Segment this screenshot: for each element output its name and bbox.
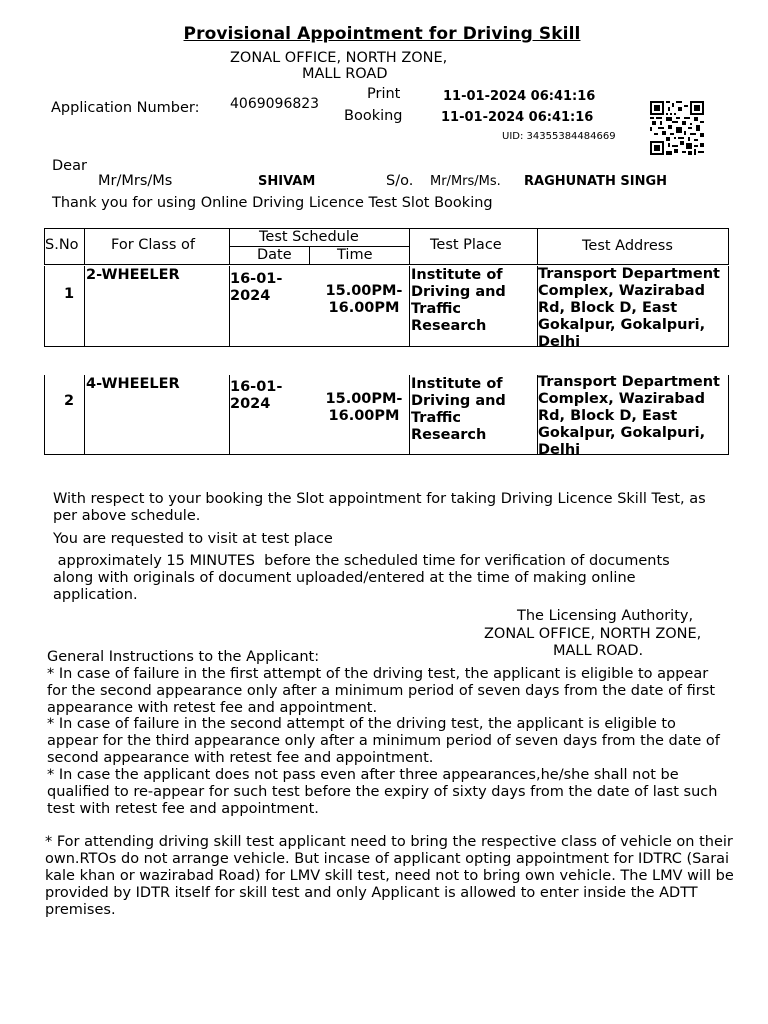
row-date: 16-01-2024 bbox=[230, 271, 283, 304]
authority-line-3: MALL ROAD. bbox=[553, 643, 644, 659]
application-number-value: 4069096823 bbox=[230, 96, 320, 112]
salutation-text: Mr/Mrs/Ms bbox=[98, 173, 173, 189]
instruction-item: * In case of failure in the second attempt of the driving test, the applicant is eligible to appear for the third appearance only after a minimum period of seven days from the date of second appearance with retest fee and appointment. bbox=[47, 716, 720, 766]
row-place: Institute of Driving and Traffic Research bbox=[411, 267, 506, 334]
qr-code-icon bbox=[650, 101, 704, 155]
header-test-place: Test Place bbox=[430, 237, 502, 253]
row-place: Institute of Driving and Traffic Research bbox=[411, 376, 506, 443]
dear-text: Dear bbox=[52, 158, 87, 174]
parent-salutation: Mr/Mrs/Ms. bbox=[430, 174, 501, 189]
uid-text: UID: 34355384484669 bbox=[502, 131, 616, 142]
row-time: 15.00PM-16.00PM bbox=[325, 391, 403, 424]
row-address: Transport Department Complex, Wazirabad Rd, Block D, East Gokalpur, Gokalpuri, Delhi bbox=[538, 374, 720, 458]
print-datetime: 11-01-2024 06:41:16 bbox=[443, 89, 596, 104]
row-class: 2-WHEELER bbox=[86, 267, 180, 283]
thank-you-text: Thank you for using Online Driving Licence Test Slot Booking bbox=[52, 195, 493, 211]
applicant-name: SHIVAM bbox=[258, 174, 316, 189]
row-date: 16-01-2024 bbox=[230, 379, 283, 412]
general-instructions-heading: General Instructions to the Applicant: bbox=[47, 649, 320, 665]
row-time: 15.00PM-16.00PM bbox=[325, 283, 403, 316]
application-number-label: Application Number: bbox=[51, 100, 200, 116]
row-class: 4-WHEELER bbox=[86, 376, 180, 392]
office-line-1: ZONAL OFFICE, NORTH ZONE, bbox=[230, 50, 448, 66]
visit-paragraph: You are requested to visit at test place bbox=[53, 531, 333, 547]
instruction-item: * In case of failure in the first attempt of the driving test, the applicant is eligible to appear for the second appearance only after a minimum period of seven days from the date of first appearance with retest fee and appointment. bbox=[47, 666, 715, 716]
row-sno: 2 bbox=[64, 393, 75, 409]
parent-name: RAGHUNATH SINGH bbox=[524, 174, 668, 189]
header-date: Date bbox=[257, 247, 292, 263]
vehicle-note: * For attending driving skill test applicant need to bring the respective class of vehicle on their own.RTOs do not arrange vehicle. But incase of applicant opting appointment for IDTRC (Sarai kale khan or wazirabad Road) for LMV skill test, need not to bring own vehicle. The LMV will be provided by IDTR itself for skill test and only Applicant is allowed to enter inside the ADTT premises. bbox=[45, 834, 734, 918]
booking-datetime: 11-01-2024 06:41:16 bbox=[441, 110, 594, 125]
son-of-label: S/o. bbox=[386, 173, 414, 189]
document-title: Provisional Appointment for Driving Skill bbox=[183, 24, 581, 44]
header-test-schedule: Test Schedule bbox=[259, 229, 359, 245]
row-sno: 1 bbox=[64, 286, 75, 302]
header-test-address: Test Address bbox=[582, 238, 673, 254]
instruction-item: * In case the applicant does not pass even after three appearances,he/she shall not be qualified to re-appear for such test before the expiry of sixty days from the date of last such test with retest fee and appointment. bbox=[47, 767, 718, 817]
header-time: Time bbox=[337, 247, 373, 263]
respect-paragraph: With respect to your booking the Slot appointment for taking Driving Licence Skill Test, as per above schedule. bbox=[53, 491, 706, 524]
header-sno: S.No bbox=[45, 237, 79, 253]
booking-label: Booking bbox=[344, 108, 403, 124]
header-class: For Class of bbox=[111, 237, 195, 253]
approx-paragraph: approximately 15 MINUTES before the scheduled time for verification of documents along with originals of document uploaded/entered at the time of making online application. bbox=[53, 553, 675, 603]
authority-line-1: The Licensing Authority, bbox=[517, 608, 694, 624]
authority-line-2: ZONAL OFFICE, NORTH ZONE, bbox=[484, 626, 702, 642]
row-address: Transport Department Complex, Wazirabad Rd, Block D, East Gokalpur, Gokalpuri, Delhi bbox=[538, 266, 720, 350]
office-line-2: MALL ROAD bbox=[302, 66, 388, 82]
print-label: Print bbox=[367, 86, 401, 102]
